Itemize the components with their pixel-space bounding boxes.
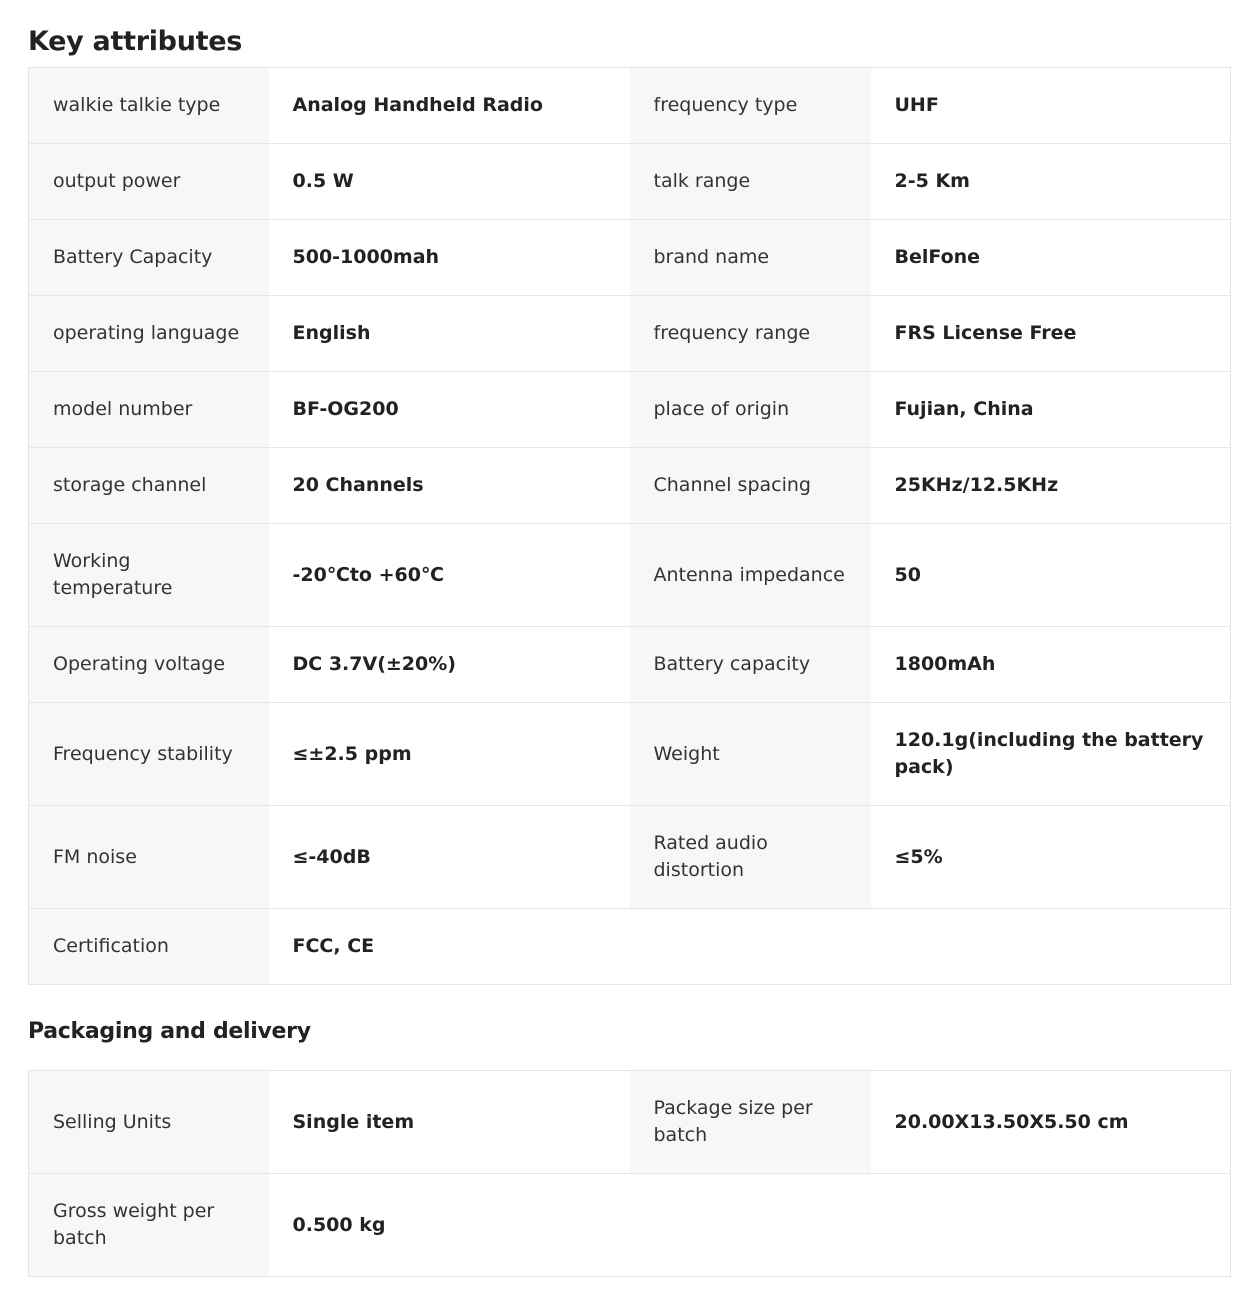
attribute-row [29, 627, 1231, 703]
attribute-name: walkie talkie type [29, 68, 269, 144]
attribute-value: UHF [871, 68, 1231, 144]
attribute-row [29, 68, 1231, 144]
attribute-value: FCC, CE [269, 909, 630, 985]
attribute-name: output power [29, 144, 269, 220]
attribute-row [29, 220, 1231, 296]
attribute-row [29, 448, 1231, 524]
attribute-value: -20℃to +60℃ [269, 524, 630, 627]
attribute-row [29, 372, 1231, 448]
attribute-name: Channel spacing [630, 448, 871, 524]
empty-cell [630, 909, 871, 985]
attribute-row [29, 703, 1231, 806]
attribute-value: English [269, 296, 630, 372]
attribute-row [29, 296, 1231, 372]
attribute-row [29, 1174, 1231, 1277]
attribute-value: 0.500 kg [269, 1174, 630, 1277]
packaging-table [28, 1070, 1231, 1277]
attribute-value: DC 3.7V(±20%) [269, 627, 630, 703]
attribute-name: operating language [29, 296, 269, 372]
empty-cell [871, 909, 1231, 985]
attribute-value: ≤±2.5 ppm [269, 703, 630, 806]
attribute-value: Single item [269, 1071, 630, 1174]
attribute-value: ≤-40dB [269, 806, 630, 909]
attribute-name: frequency type [630, 68, 871, 144]
attribute-name: Weight [630, 703, 871, 806]
attribute-row [29, 1071, 1231, 1174]
attribute-name: Selling Units [29, 1071, 269, 1174]
attribute-name: place of origin [630, 372, 871, 448]
attribute-value: 0.5 W [269, 144, 630, 220]
attribute-name: Antenna impedance [630, 524, 871, 627]
attribute-value: 500-1000mah [269, 220, 630, 296]
attribute-value: FRS License Free [871, 296, 1231, 372]
attribute-name: storage channel [29, 448, 269, 524]
attribute-value: 120.1g(including the battery pack) [871, 703, 1231, 806]
attribute-value: BelFone [871, 220, 1231, 296]
attribute-name: Certification [29, 909, 269, 985]
attribute-name: brand name [630, 220, 871, 296]
empty-cell [630, 1174, 871, 1277]
key-attributes-heading: Key attributes [28, 26, 243, 57]
attribute-value: 20.00X13.50X5.50 cm [871, 1071, 1231, 1174]
attribute-name: talk range [630, 144, 871, 220]
attribute-name: Working temperature [29, 524, 269, 627]
key-attributes-table [28, 67, 1231, 985]
attribute-name: Package size per batch [630, 1071, 871, 1174]
attribute-name: Rated audio distortion [630, 806, 871, 909]
attribute-value: 2-5 Km [871, 144, 1231, 220]
attribute-value: Analog Handheld Radio [269, 68, 630, 144]
attribute-row [29, 144, 1231, 220]
attribute-row [29, 806, 1231, 909]
attribute-value: 25KHz/12.5KHz [871, 448, 1231, 524]
attribute-name: Battery capacity [630, 627, 871, 703]
attribute-value: 20 Channels [269, 448, 630, 524]
attribute-row [29, 909, 1231, 985]
attribute-value: Fujian, China [871, 372, 1231, 448]
attribute-name: Frequency stability [29, 703, 269, 806]
packaging-heading: Packaging and delivery [28, 1019, 311, 1044]
attribute-row [29, 524, 1231, 627]
attribute-name: FM noise [29, 806, 269, 909]
attribute-name: Battery Capacity [29, 220, 269, 296]
attribute-value: ≤5% [871, 806, 1231, 909]
attribute-value: 1800mAh [871, 627, 1231, 703]
attribute-name: Gross weight per batch [29, 1174, 269, 1277]
attribute-name: frequency range [630, 296, 871, 372]
attribute-name: model number [29, 372, 269, 448]
attribute-value: BF-OG200 [269, 372, 630, 448]
attribute-name: Operating voltage [29, 627, 269, 703]
attribute-value: 50 [871, 524, 1231, 627]
empty-cell [871, 1174, 1231, 1277]
